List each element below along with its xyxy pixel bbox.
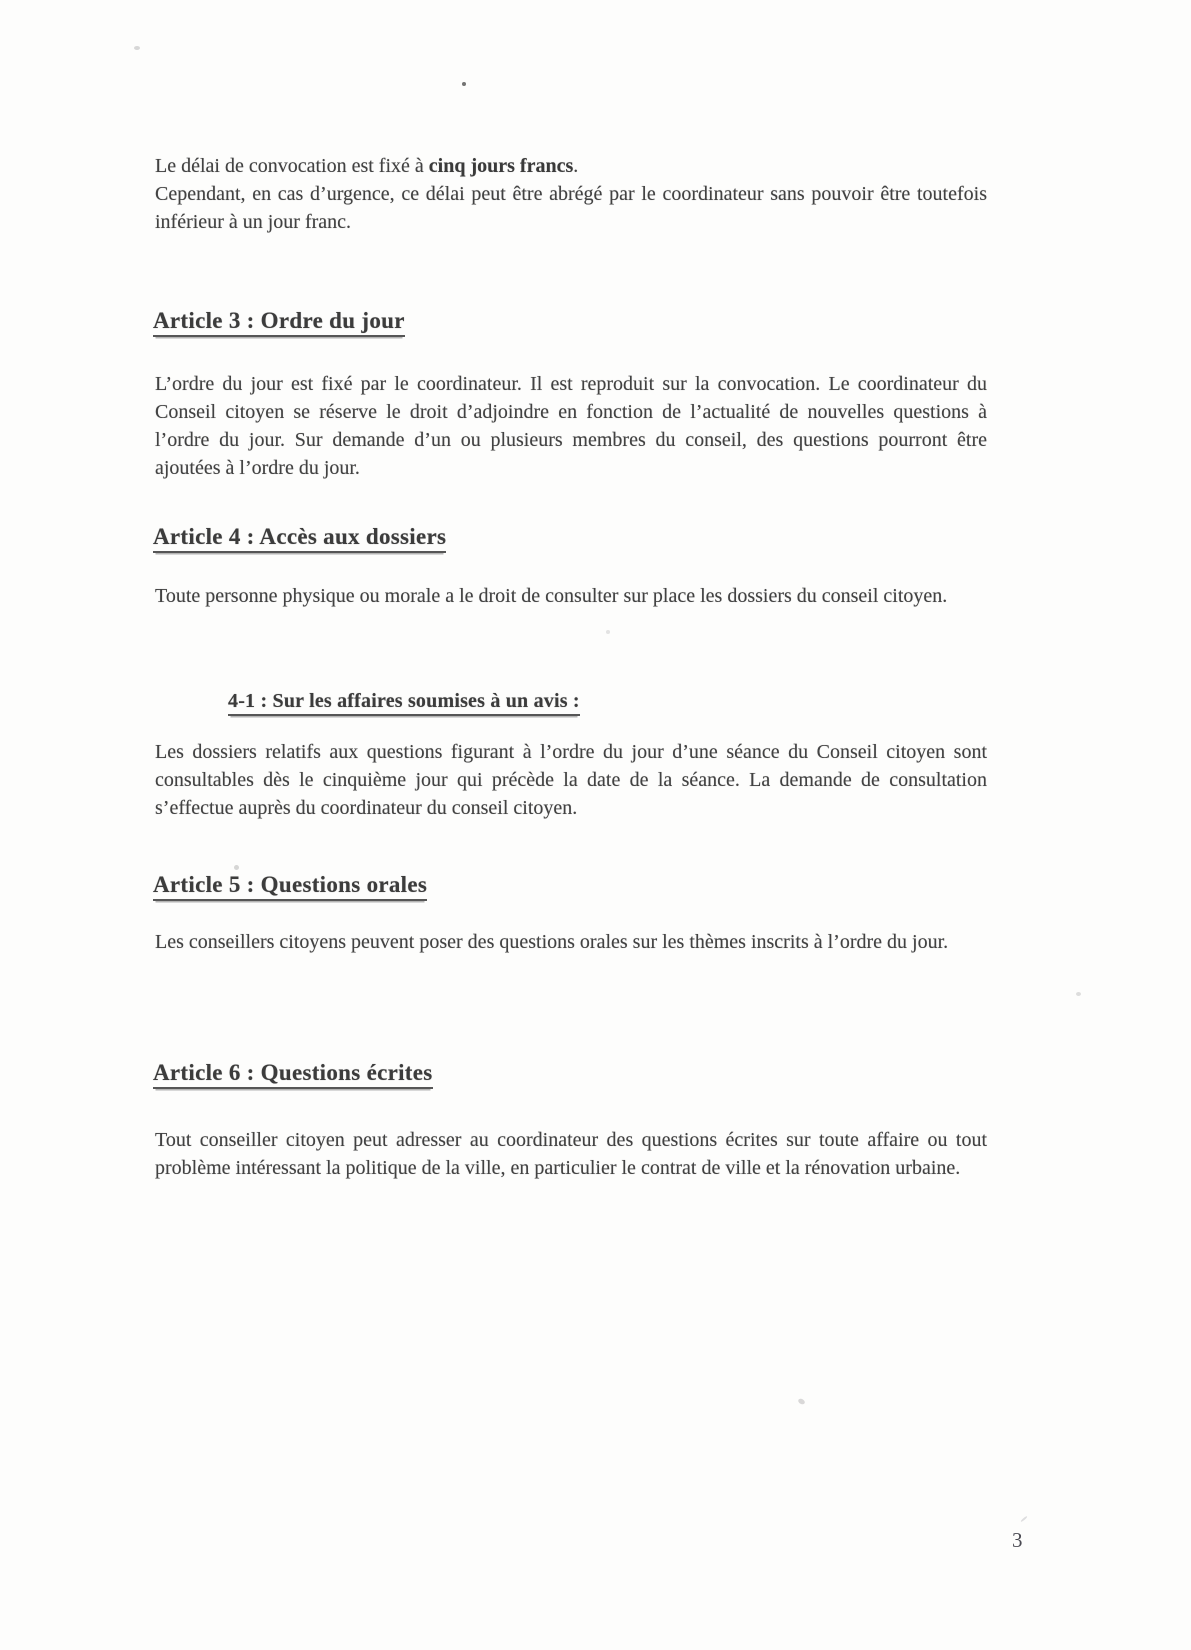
intro-text-after-bold: . [573, 155, 579, 177]
intro-bold-phrase: cinq jours francs [428, 155, 574, 177]
scan-speckle [1020, 1516, 1027, 1523]
subsection-4-1-heading [228, 690, 580, 713]
article-5-body: Les conseillers citoyens peuvent poser des questions orales sur les thèmes inscrits à l’ordre du jour. [155, 931, 949, 953]
subsection-4-1-title: 4-1 : Sur les affaires soumises à un avis : [228, 690, 580, 716]
scan-speckle [797, 1398, 806, 1406]
article-6-heading [153, 1060, 433, 1086]
scan-speckle [462, 82, 466, 86]
intro-text-before-bold: Le délai de convocation est fixé à [155, 155, 429, 177]
article-5-title: Article 5 : Questions orales [153, 872, 427, 901]
article-6-body: Tout conseiller citoyen peut adresser au coordinateur des questions écrites sur toute affaire ou tout problème intéressant la politique de la ville, en particulier le contrat de ville et la rénovation urbaine. [155, 1129, 987, 1179]
subsection-4-1-body: Les dossiers relatifs aux questions figurant à l’ordre du jour d’une séance du Conseil citoyen sont consultables dès le cinquième jour qui précède la date de la séance. La demande de consultation s’effectue auprès du coordinateur du conseil citoyen. [155, 741, 987, 819]
article-4-title: Article 4 : Accès aux dossiers [153, 524, 446, 553]
article-3-heading [153, 308, 405, 334]
intro-line-2: Cependant, en cas d’urgence, ce délai peut être abrégé par le coordinateur sans pouvoir être toutefois inférieur à un jour franc. [155, 183, 987, 233]
article-6-title: Article 6 : Questions écrites [153, 1060, 433, 1089]
intro-line-1 [155, 152, 987, 180]
article-4-heading [153, 524, 446, 550]
scan-speckle [134, 46, 140, 50]
article-3-title: Article 3 : Ordre du jour [153, 308, 405, 337]
scan-speckle [606, 630, 610, 634]
page-number: 3 [1012, 1528, 1023, 1552]
scan-speckle [234, 865, 239, 870]
intro-paragraph [155, 152, 987, 236]
article-3-body: L’ordre du jour est fixé par le coordinateur. Il est reproduit sur la convocation. Le coordinateur du Conseil citoyen se réserve le droit d’adjoindre en fonction de l’actualité de nouvelles questions à l’ordre du jour. Sur demande d’un ou plusieurs membres du conseil, des questions pourront être ajoutées à l’ordre du jour. [155, 373, 987, 479]
article-4-body: Toute personne physique ou morale a le droit de consulter sur place les dossiers du conseil citoyen. [155, 585, 948, 607]
scan-speckle [1076, 992, 1081, 996]
article-5-heading [153, 872, 427, 898]
